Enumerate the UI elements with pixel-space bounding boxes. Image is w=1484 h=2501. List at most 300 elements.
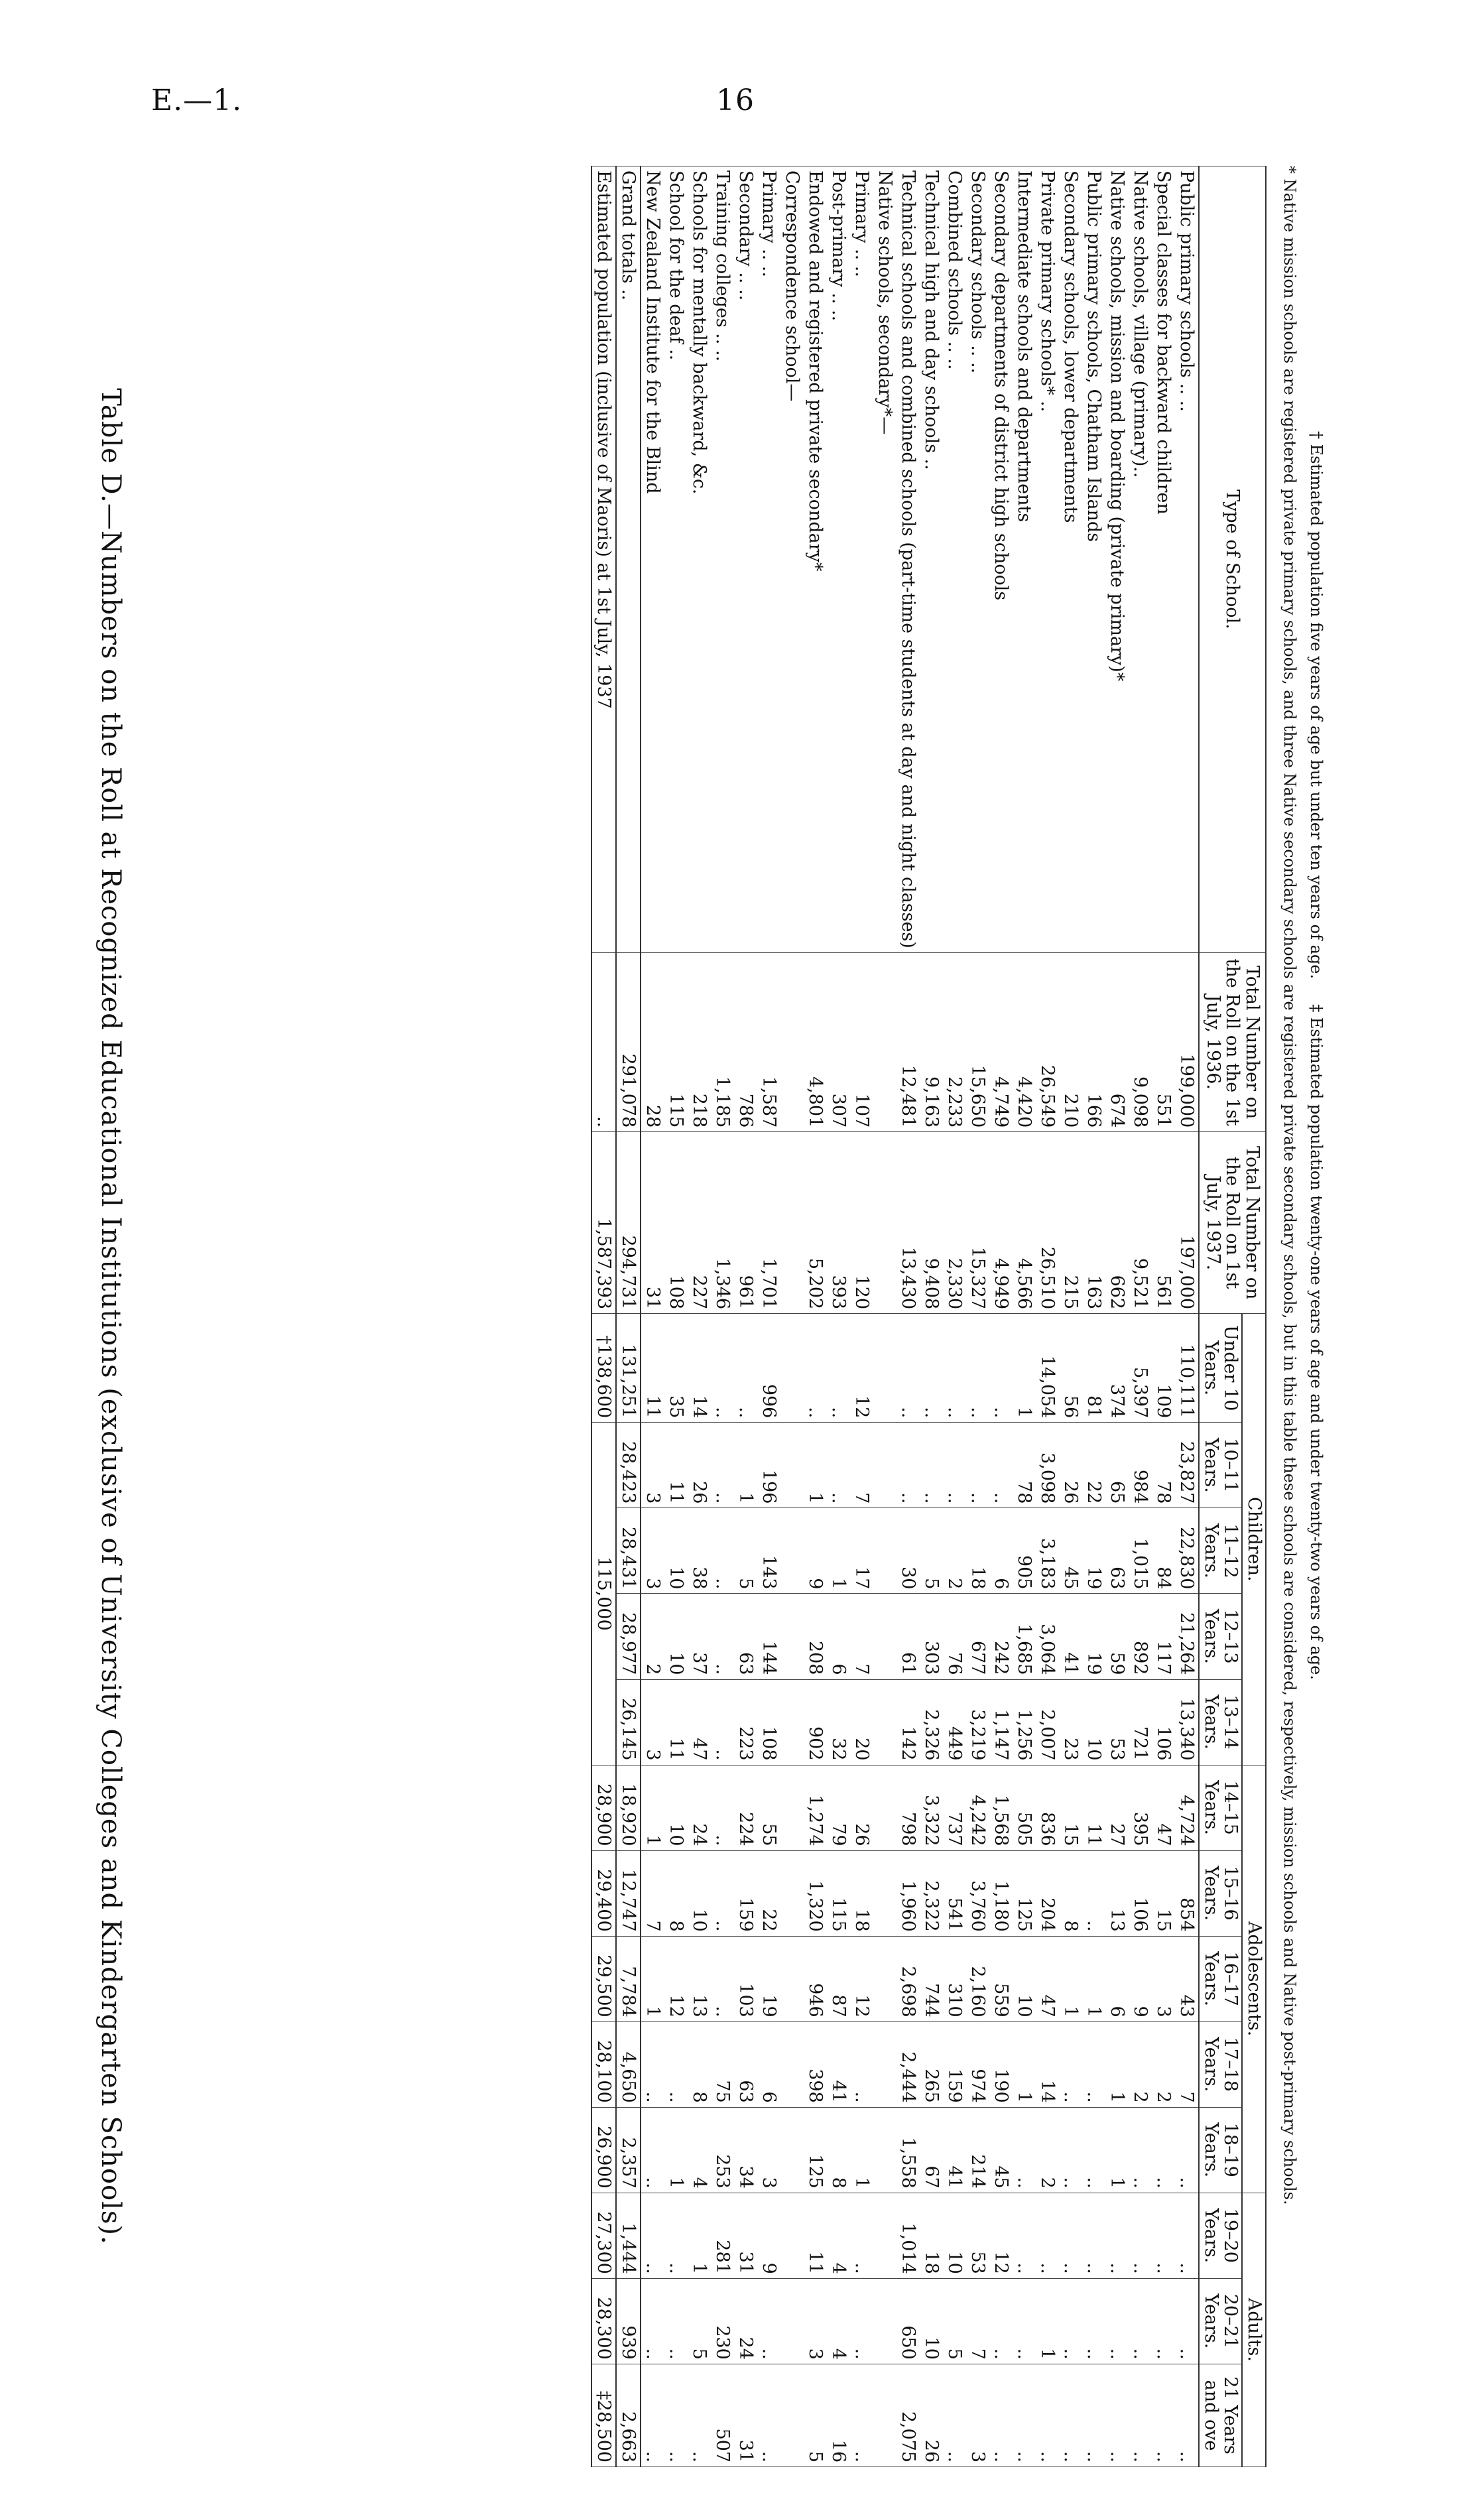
table-cell: 7 bbox=[850, 1423, 873, 1508]
table-row bbox=[1036, 166, 1059, 2467]
table-cell: .. bbox=[1013, 2364, 1036, 2467]
table-cell: 56 bbox=[1059, 1314, 1082, 1423]
table-cell: .. bbox=[1129, 2364, 1152, 2467]
table-cell: 1,587 bbox=[757, 952, 780, 1131]
table-cell: 11 bbox=[1082, 1765, 1105, 1850]
table-cell: 166 bbox=[1082, 952, 1105, 1131]
table-cell: 561 bbox=[1152, 1132, 1175, 1314]
table-row bbox=[1105, 166, 1129, 2467]
table-row bbox=[664, 166, 688, 2467]
table-cell: 27,300 bbox=[591, 2193, 616, 2278]
table-cell: 1,346 bbox=[711, 1132, 734, 1314]
table-cell: 29,400 bbox=[591, 1850, 616, 1936]
table-cell bbox=[873, 2107, 897, 2193]
table-cell: .. bbox=[989, 2364, 1013, 2467]
table-cell: 103 bbox=[734, 1936, 757, 2021]
table-cell: 41 bbox=[943, 2107, 966, 2193]
table-cell: 125 bbox=[1013, 1850, 1036, 1936]
table-title: Table D.—Numbers on the Roll at Recognized Educational Institutions (exclusive of University Colleges and Kindergarten Schools). bbox=[95, 388, 126, 2245]
table-cell: 196 bbox=[757, 1423, 780, 1508]
table-cell: .. bbox=[734, 1314, 757, 1423]
table-cell: 10 bbox=[664, 1508, 688, 1594]
table-cell: .. bbox=[641, 2107, 664, 2193]
table-cell: 45 bbox=[1059, 1508, 1082, 1594]
table-cell: 65 bbox=[1105, 1423, 1129, 1508]
table-cell bbox=[780, 1679, 804, 1765]
table-row bbox=[688, 166, 711, 2467]
table-row bbox=[827, 166, 850, 2467]
table-cell: 26 bbox=[688, 1423, 711, 1508]
table-row bbox=[1013, 166, 1036, 2467]
table-cell: 5 bbox=[804, 2364, 827, 2467]
table-cell: 199,000 bbox=[1175, 952, 1199, 1131]
table-cell: 3 bbox=[757, 2107, 780, 2193]
table-cell: 744 bbox=[920, 1936, 943, 2021]
table-cell: 12,481 bbox=[897, 952, 920, 1131]
table-cell: 6 bbox=[757, 2021, 780, 2107]
table-cell: 3 bbox=[641, 1679, 664, 1765]
row-label: Technical schools and combined schools (part-time students at day and night classes) bbox=[897, 166, 920, 953]
table-cell: 10 bbox=[920, 2278, 943, 2364]
table-cell: .. bbox=[1129, 2107, 1152, 2193]
table-row bbox=[711, 166, 734, 2467]
table-cell: 106 bbox=[1129, 1850, 1152, 1936]
table-cell: 29,500 bbox=[591, 1936, 616, 2021]
table-cell: 984 bbox=[1129, 1423, 1152, 1508]
table-cell: 218 bbox=[688, 952, 711, 1131]
table-cell: 55 bbox=[757, 1765, 780, 1850]
table-cell: .. bbox=[1036, 2364, 1059, 2467]
table-cell: 18 bbox=[966, 1508, 989, 1594]
row-label: Native schools, village (primary).. bbox=[1129, 166, 1152, 953]
table-cell: 737 bbox=[943, 1765, 966, 1850]
table-cell: 30 bbox=[897, 1508, 920, 1594]
table-cell bbox=[780, 1508, 804, 1594]
table-cell: 84 bbox=[1152, 1508, 1175, 1594]
table-cell: 905 bbox=[1013, 1508, 1036, 1594]
col-age-9: 18–19 Years. bbox=[1199, 2107, 1242, 2193]
table-cell: .. bbox=[1175, 2364, 1199, 2467]
table-cell: 13,430 bbox=[897, 1132, 920, 1314]
table-cell: 1 bbox=[1013, 1314, 1036, 1423]
row-label: New Zealand Institute for the Blind bbox=[641, 166, 664, 953]
table-cell bbox=[780, 1423, 804, 1508]
table-cell: 21,264 bbox=[1175, 1594, 1199, 1679]
table-cell: 163 bbox=[1082, 1132, 1105, 1314]
table-cell: 108 bbox=[757, 1679, 780, 1765]
table-cell: 106 bbox=[1152, 1679, 1175, 1765]
table-cell: 1 bbox=[1105, 2021, 1129, 2107]
table-cell: 215 bbox=[1059, 1132, 1082, 1314]
table-cell: 31 bbox=[641, 1132, 664, 1314]
row-label: Primary .. .. bbox=[757, 166, 780, 953]
table-cell: 18,920 bbox=[616, 1765, 641, 1850]
table-cell: 12 bbox=[850, 1314, 873, 1423]
table-cell: .. bbox=[850, 2021, 873, 2107]
table-cell: 294,731 bbox=[616, 1132, 641, 1314]
table-cell: .. bbox=[591, 952, 616, 1131]
table-cell: 9,521 bbox=[1129, 1132, 1152, 1314]
table-cell: 1,701 bbox=[757, 1132, 780, 1314]
table-cell: 12 bbox=[989, 2193, 1013, 2278]
table-cell: 2,326 bbox=[920, 1679, 943, 1765]
table-cell: .. bbox=[850, 2364, 873, 2467]
table-cell: 24 bbox=[734, 2278, 757, 2364]
table-cell: 7,784 bbox=[616, 1936, 641, 2021]
table-cell: 4,242 bbox=[966, 1765, 989, 1850]
table-cell: 291,078 bbox=[616, 952, 641, 1131]
table-cell: 2,698 bbox=[897, 1936, 920, 2021]
table-cell: 11 bbox=[641, 1314, 664, 1423]
table-row bbox=[920, 166, 943, 2467]
row-label: Secondary schools .. .. bbox=[966, 166, 989, 953]
table-cell: 798 bbox=[897, 1765, 920, 1850]
table-cell: 3,064 bbox=[1036, 1594, 1059, 1679]
table-cell: .. bbox=[1013, 2107, 1036, 2193]
table-cell: 1,147 bbox=[989, 1679, 1013, 1765]
table-cell: .. bbox=[804, 1314, 827, 1423]
table-cell: .. bbox=[1152, 2193, 1175, 2278]
table-cell: 7 bbox=[850, 1594, 873, 1679]
table-cell: 26,900 bbox=[591, 2107, 616, 2193]
table-cell: 303 bbox=[920, 1594, 943, 1679]
table-cell: 4,650 bbox=[616, 2021, 641, 2107]
table-cell: 9,163 bbox=[920, 952, 943, 1131]
table-cell: .. bbox=[989, 1314, 1013, 1423]
table-cell: 18 bbox=[850, 1850, 873, 1936]
table-cell: 41 bbox=[1059, 1594, 1082, 1679]
table-cell bbox=[873, 952, 897, 1131]
table-cell: 946 bbox=[804, 1936, 827, 2021]
footnote-dagger-text: † Estimated population five years of age but under ten years of age. bbox=[1307, 431, 1326, 980]
table-cell: 210 bbox=[1059, 952, 1082, 1131]
table-cell: .. bbox=[757, 2364, 780, 2467]
table-cell: 2 bbox=[1129, 2021, 1152, 2107]
table-cell: .. bbox=[897, 1314, 920, 1423]
col-age-2: 11–12 Years. bbox=[1199, 1508, 1242, 1594]
table-cell: 674 bbox=[1105, 952, 1129, 1131]
group-children: Children. bbox=[1242, 1314, 1266, 1765]
table-cell bbox=[780, 2107, 804, 2193]
group-adults: Adults. bbox=[1242, 2193, 1266, 2467]
table-cell: .. bbox=[1129, 2278, 1152, 2364]
table-cell: .. bbox=[641, 2278, 664, 2364]
table-cell: 1,320 bbox=[804, 1850, 827, 1936]
table-cell: 10 bbox=[664, 1765, 688, 1850]
table-cell bbox=[780, 2021, 804, 2107]
table-cell: 4 bbox=[827, 2193, 850, 2278]
footnote-star: * Native mission schools are registered private primary schools, and three Native secondary schools are registered private secondary schools, but in this table these schools are considered, respectively, mission schools and Native post-primary schools. bbox=[1280, 166, 1299, 2205]
table-cell: 939 bbox=[616, 2278, 641, 2364]
table-cell: 204 bbox=[1036, 1850, 1059, 1936]
table-cell: 395 bbox=[1129, 1765, 1152, 1850]
table-cell: 142 bbox=[897, 1679, 920, 1765]
table-cell: 15,327 bbox=[966, 1132, 989, 1314]
col-age-4: 13–14 Years. bbox=[1199, 1679, 1242, 1765]
table-cell: 10 bbox=[688, 1850, 711, 1936]
table-cell: 35 bbox=[664, 1314, 688, 1423]
table-cell: 214 bbox=[966, 2107, 989, 2193]
table-cell: .. bbox=[966, 1314, 989, 1423]
table-cell: 75 bbox=[711, 2021, 734, 2107]
table-cell: 47 bbox=[1152, 1765, 1175, 1850]
col-total-1936: Total Number on the Roll on the 1st July, 1936. bbox=[1199, 952, 1266, 1131]
table-cell: 15,650 bbox=[966, 952, 989, 1131]
table-cell: 2,160 bbox=[966, 1936, 989, 2021]
table-cell: 20 bbox=[850, 1679, 873, 1765]
table-cell: .. bbox=[1082, 2278, 1105, 2364]
table-row bbox=[1082, 166, 1105, 2467]
rotated-table-sheet bbox=[73, 166, 1366, 2467]
table-cell bbox=[780, 2278, 804, 2364]
table-cell: .. bbox=[920, 1423, 943, 1508]
table-cell: 26,549 bbox=[1036, 952, 1059, 1131]
table-cell: .. bbox=[1082, 1850, 1105, 1936]
table-cell: .. bbox=[1082, 2364, 1105, 2467]
table-cell: 7 bbox=[641, 1850, 664, 1936]
table-cell: 18 bbox=[920, 2193, 943, 2278]
table-cell: 26,510 bbox=[1036, 1132, 1059, 1314]
table-cell: 47 bbox=[1036, 1936, 1059, 2021]
col-total-1937: Total Number on the Roll on 1st July, 1937. bbox=[1199, 1132, 1266, 1314]
table-cell: 108 bbox=[664, 1132, 688, 1314]
table-cell: 398 bbox=[804, 2021, 827, 2107]
table-cell: 47 bbox=[688, 1679, 711, 1765]
table-cell: 26 bbox=[1059, 1423, 1082, 1508]
table-cell: 79 bbox=[827, 1765, 850, 1850]
table-cell: 1,185 bbox=[711, 952, 734, 1131]
table-cell: .. bbox=[664, 2364, 688, 2467]
table-cell: 227 bbox=[688, 1132, 711, 1314]
table-cell: 109 bbox=[1152, 1314, 1175, 1423]
page-reference: E.—1. bbox=[151, 84, 243, 117]
table-cell: 5 bbox=[920, 1508, 943, 1594]
table-row bbox=[641, 166, 664, 2467]
table-cell: 3 bbox=[1152, 1936, 1175, 2021]
table-cell: 5,397 bbox=[1129, 1314, 1152, 1423]
table-cell: 4,749 bbox=[989, 952, 1013, 1131]
table-cell: 1,015 bbox=[1129, 1508, 1152, 1594]
table-cell: 2,075 bbox=[897, 2364, 920, 2467]
table-cell: .. bbox=[943, 2364, 966, 2467]
table-cell: 3,322 bbox=[920, 1765, 943, 1850]
row-label: Post-primary .. .. bbox=[827, 166, 850, 953]
table-cell: 5 bbox=[734, 1508, 757, 1594]
row-label: Training colleges .. .. bbox=[711, 166, 734, 953]
table-cell: .. bbox=[664, 2021, 688, 2107]
table-cell: 28,300 bbox=[591, 2278, 616, 2364]
table-cell: 1 bbox=[804, 1423, 827, 1508]
table-cell bbox=[780, 1936, 804, 2021]
table-cell: 22 bbox=[1082, 1423, 1105, 1508]
table-cell: 662 bbox=[1105, 1132, 1129, 1314]
table-cell: 3 bbox=[804, 2278, 827, 2364]
table-cell: 2,330 bbox=[943, 1132, 966, 1314]
table-cell: 10 bbox=[1082, 1679, 1105, 1765]
table-cell bbox=[873, 1850, 897, 1936]
table-cell bbox=[873, 2364, 897, 2467]
row-label: Native schools, secondary*— bbox=[873, 166, 897, 953]
table-cell: 2,007 bbox=[1036, 1679, 1059, 1765]
row-label: Native schools, mission and boarding (private primary)* bbox=[1105, 166, 1129, 953]
table-cell: 26 bbox=[920, 2364, 943, 2467]
row-label: Secondary departments of district high schools bbox=[989, 166, 1013, 953]
table-cell: 4,724 bbox=[1175, 1765, 1199, 1850]
table-cell: 11 bbox=[664, 1679, 688, 1765]
table-cell: 87 bbox=[827, 1936, 850, 2021]
col-age-12: 21 Years and ove bbox=[1199, 2364, 1242, 2467]
table-cell: .. bbox=[641, 2021, 664, 2107]
table-cell: 6 bbox=[827, 1594, 850, 1679]
table-cell: 559 bbox=[989, 1936, 1013, 2021]
table-container bbox=[139, 166, 1267, 2467]
table-cell: .. bbox=[1152, 2107, 1175, 2193]
table-cell: 1 bbox=[641, 1765, 664, 1850]
table-cell bbox=[780, 2193, 804, 2278]
table-cell: .. bbox=[711, 1508, 734, 1594]
col-age-10: 19–20 Years. bbox=[1199, 2193, 1242, 2278]
page-number: 16 bbox=[716, 84, 755, 117]
table-cell: 307 bbox=[827, 952, 850, 1131]
table-cell: 721 bbox=[1129, 1679, 1152, 1765]
table-cell: 2,322 bbox=[920, 1850, 943, 1936]
table-cell: 11 bbox=[664, 1423, 688, 1508]
table-cell: .. bbox=[711, 1765, 734, 1850]
table-cell: .. bbox=[989, 1423, 1013, 1508]
table-cell: 12 bbox=[664, 1936, 688, 2021]
table-cell: 38 bbox=[688, 1508, 711, 1594]
table-cell bbox=[873, 2193, 897, 2278]
table-cell: 28,423 bbox=[616, 1423, 641, 1508]
table-cell: 1,558 bbox=[897, 2107, 920, 2193]
table-cell bbox=[873, 1132, 897, 1314]
table-cell: 4,420 bbox=[1013, 952, 1036, 1131]
table-cell: 131,251 bbox=[616, 1314, 641, 1423]
table-cell bbox=[780, 1132, 804, 1314]
table-cell: 23,827 bbox=[1175, 1423, 1199, 1508]
table-cell: 1,685 bbox=[1013, 1594, 1036, 1679]
table-cell: .. bbox=[711, 1314, 734, 1423]
table-cell: 1,014 bbox=[897, 2193, 920, 2278]
table-row bbox=[873, 166, 897, 2467]
table-cell: 78 bbox=[1013, 1423, 1036, 1508]
table-row bbox=[1129, 166, 1152, 2467]
table-cell: 14,054 bbox=[1036, 1314, 1059, 1423]
row-label: Schools for mentally backward, &c. bbox=[688, 166, 711, 953]
table-cell: 961 bbox=[734, 1132, 757, 1314]
table-cell: 1,960 bbox=[897, 1850, 920, 1936]
table-cell: 5 bbox=[688, 2278, 711, 2364]
table-cell: 310 bbox=[943, 1936, 966, 2021]
table-cell: 13,340 bbox=[1175, 1679, 1199, 1765]
table-cell: 110,111 bbox=[1175, 1314, 1199, 1423]
table-cell: .. bbox=[757, 2278, 780, 2364]
table-cell: 1 bbox=[734, 1423, 757, 1508]
table-cell bbox=[780, 1765, 804, 1850]
table-cell: .. bbox=[1013, 2193, 1036, 2278]
estimated-population-row bbox=[591, 166, 616, 2467]
table-cell: 76 bbox=[943, 1594, 966, 1679]
table-cell: 24 bbox=[688, 1765, 711, 1850]
table-cell: 6 bbox=[1105, 1936, 1129, 2021]
table-cell: .. bbox=[1059, 2364, 1082, 2467]
table-cell: 374 bbox=[1105, 1314, 1129, 1423]
table-cell: 1 bbox=[664, 2107, 688, 2193]
table-body bbox=[591, 166, 1199, 2467]
row-label: Estimated population (inclusive of Maoris) at 1st July, 1937 bbox=[591, 166, 616, 953]
footnote-dagger bbox=[1306, 431, 1326, 1680]
table-cell: 1,256 bbox=[1013, 1679, 1036, 1765]
table-cell: 1 bbox=[850, 2107, 873, 2193]
table-cell: 449 bbox=[943, 1679, 966, 1765]
table-cell: 31 bbox=[734, 2364, 757, 2467]
table-cell: 836 bbox=[1036, 1765, 1059, 1850]
table-cell: 8 bbox=[1059, 1850, 1082, 1936]
table-cell: 12,747 bbox=[616, 1850, 641, 1936]
table-cell: 507 bbox=[711, 2364, 734, 2467]
table-cell: 63 bbox=[734, 1594, 757, 1679]
table-cell: 9,408 bbox=[920, 1132, 943, 1314]
table-cell: 197,000 bbox=[1175, 1132, 1199, 1314]
table-cell bbox=[873, 1594, 897, 1679]
table-cell: †138,600 bbox=[591, 1314, 616, 1423]
row-label: Technical high and day schools .. bbox=[920, 166, 943, 953]
col-type: Type of School. bbox=[1199, 166, 1266, 953]
row-label: Secondary schools, lower departments bbox=[1059, 166, 1082, 953]
col-age-7: 16–17 Years. bbox=[1199, 1936, 1242, 2021]
col-age-3: 12–13 Years. bbox=[1199, 1594, 1242, 1679]
table-cell: 34 bbox=[734, 2107, 757, 2193]
table-cell: 117 bbox=[1152, 1594, 1175, 1679]
table-cell: 78 bbox=[1152, 1423, 1175, 1508]
table-cell bbox=[780, 2364, 804, 2467]
table-cell: 53 bbox=[1105, 1679, 1129, 1765]
table-cell: 551 bbox=[1152, 952, 1175, 1131]
table-cell: 2,233 bbox=[943, 952, 966, 1131]
col-age-5: 14–15 Years. bbox=[1199, 1765, 1242, 1850]
table-cell: .. bbox=[1082, 2193, 1105, 2278]
table-cell-merged: 115,000 bbox=[591, 1423, 616, 1765]
row-label: Primary .. .. bbox=[850, 166, 873, 953]
table-cell: 223 bbox=[734, 1679, 757, 1765]
table-cell: 2,357 bbox=[616, 2107, 641, 2193]
table-cell bbox=[873, 1765, 897, 1850]
table-row bbox=[1059, 166, 1082, 2467]
table-cell: 677 bbox=[966, 1594, 989, 1679]
row-label: Grand totals .. bbox=[616, 166, 641, 953]
table-cell: 10 bbox=[664, 1594, 688, 1679]
table-cell: 10 bbox=[1013, 1936, 1036, 2021]
table-cell: 541 bbox=[943, 1850, 966, 1936]
table-cell: 892 bbox=[1129, 1594, 1152, 1679]
table-cell: 16 bbox=[827, 2364, 850, 2467]
table-cell: 2,444 bbox=[897, 2021, 920, 2107]
table-cell: 15 bbox=[1152, 1850, 1175, 1936]
table-cell: 28 bbox=[641, 952, 664, 1131]
table-cell: 8 bbox=[827, 2107, 850, 2193]
table-cell: .. bbox=[1059, 2278, 1082, 2364]
table-cell: 125 bbox=[804, 2107, 827, 2193]
table-cell: 7 bbox=[1175, 2021, 1199, 2107]
table-cell: 4,566 bbox=[1013, 1132, 1036, 1314]
table-cell: 1,587,393 bbox=[591, 1132, 616, 1314]
table-row bbox=[897, 166, 920, 2467]
table-cell: 37 bbox=[688, 1594, 711, 1679]
col-age-6: 15–16 Years. bbox=[1199, 1850, 1242, 1936]
table-cell: .. bbox=[641, 2364, 664, 2467]
table-cell: .. bbox=[641, 2193, 664, 2278]
table-cell: 9 bbox=[1129, 1936, 1152, 2021]
